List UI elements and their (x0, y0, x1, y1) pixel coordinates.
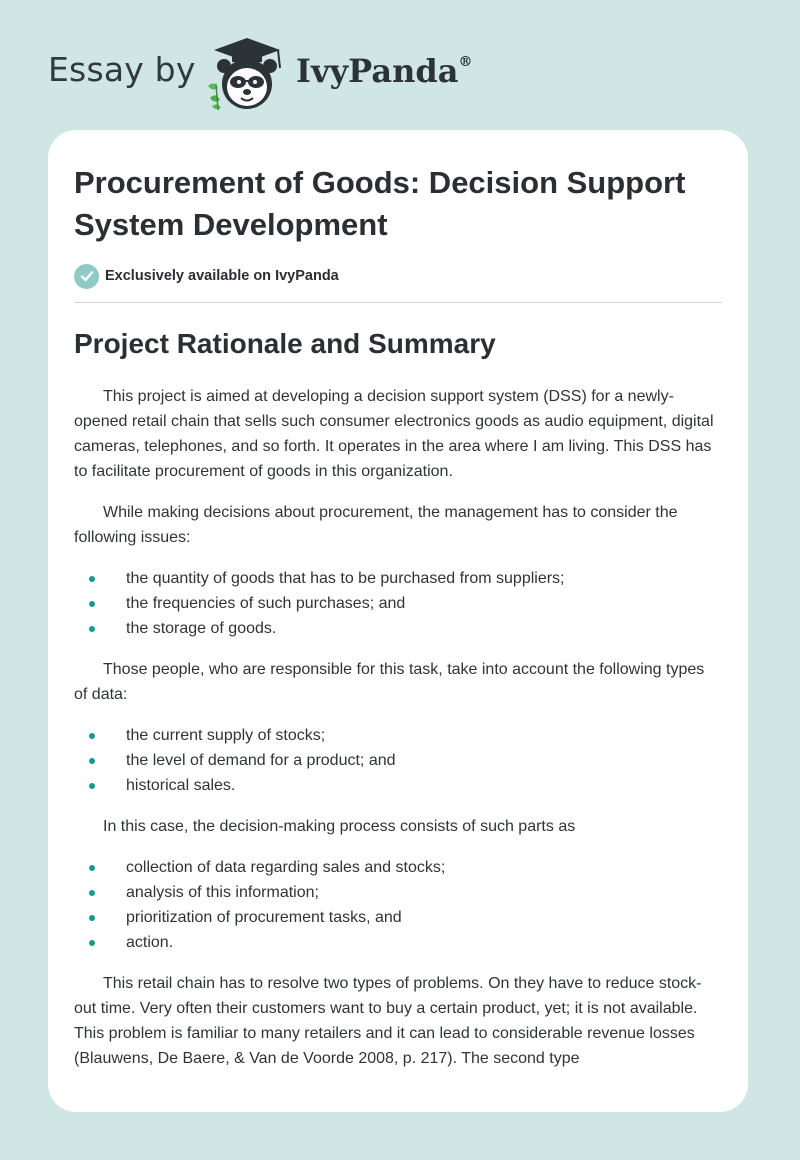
list-item: the quantity of goods that has to be purchased from suppliers; (74, 566, 722, 591)
page-title: Procurement of Goods: Decision Support System Development (74, 165, 686, 242)
section-heading: Project Rationale and Summary (74, 328, 496, 359)
site-header (48, 36, 508, 112)
paragraph: In this case, the decision-making process consists of such parts as (103, 818, 576, 835)
bullet-list (74, 855, 722, 955)
paragraph: This retail chain has to resolve two types of problems. On they have to reduce stock-out time. Very often their customers want to buy a certain product, yet; it is not available. This problem is familiar to many retailers and it can lead to considerable revenue losses (Blauwens, De Baere, & Van de Voorde 2008, p. 217). The second type (74, 975, 702, 1067)
essay-by-label: Essay by (48, 50, 196, 89)
essay-card (48, 130, 748, 1112)
paragraph: Those people, who are responsible for this task, take into account the following types of data: (74, 661, 705, 703)
bullet-list (74, 566, 722, 641)
registered-mark: ® (458, 54, 473, 70)
list-item: action. (74, 930, 722, 955)
list-item: the storage of goods. (74, 616, 722, 641)
divider (74, 302, 722, 303)
paragraph: This project is aimed at developing a decision support system (DSS) for a newly-opened retail chain that sells such consumer electronics goods as audio equipment, digital cameras, telephones, and so forth. It operates in the area where I am living. This DSS has to facilitate procurement of goods in this organization. (74, 388, 714, 480)
list-item: the level of demand for a product; and (74, 748, 722, 773)
list-item: the current supply of stocks; (74, 723, 722, 748)
list-item: prioritization of procurement tasks, and (74, 905, 722, 930)
brand-name[interactable]: IvyPanda® (296, 52, 473, 90)
list-item: collection of data regarding sales and stocks; (74, 855, 722, 880)
list-item: analysis of this information; (74, 880, 722, 905)
article-body (74, 384, 722, 1087)
ivypanda-logo-icon[interactable] (204, 36, 290, 112)
list-item: historical sales. (74, 773, 722, 798)
bullet-list (74, 723, 722, 798)
check-icon (74, 264, 99, 289)
list-item: the frequencies of such purchases; and (74, 591, 722, 616)
badge-label: Exclusively available on IvyPanda (105, 268, 339, 284)
paragraph: While making decisions about procurement, the management has to consider the following issues: (74, 504, 678, 546)
exclusive-badge (74, 263, 339, 289)
